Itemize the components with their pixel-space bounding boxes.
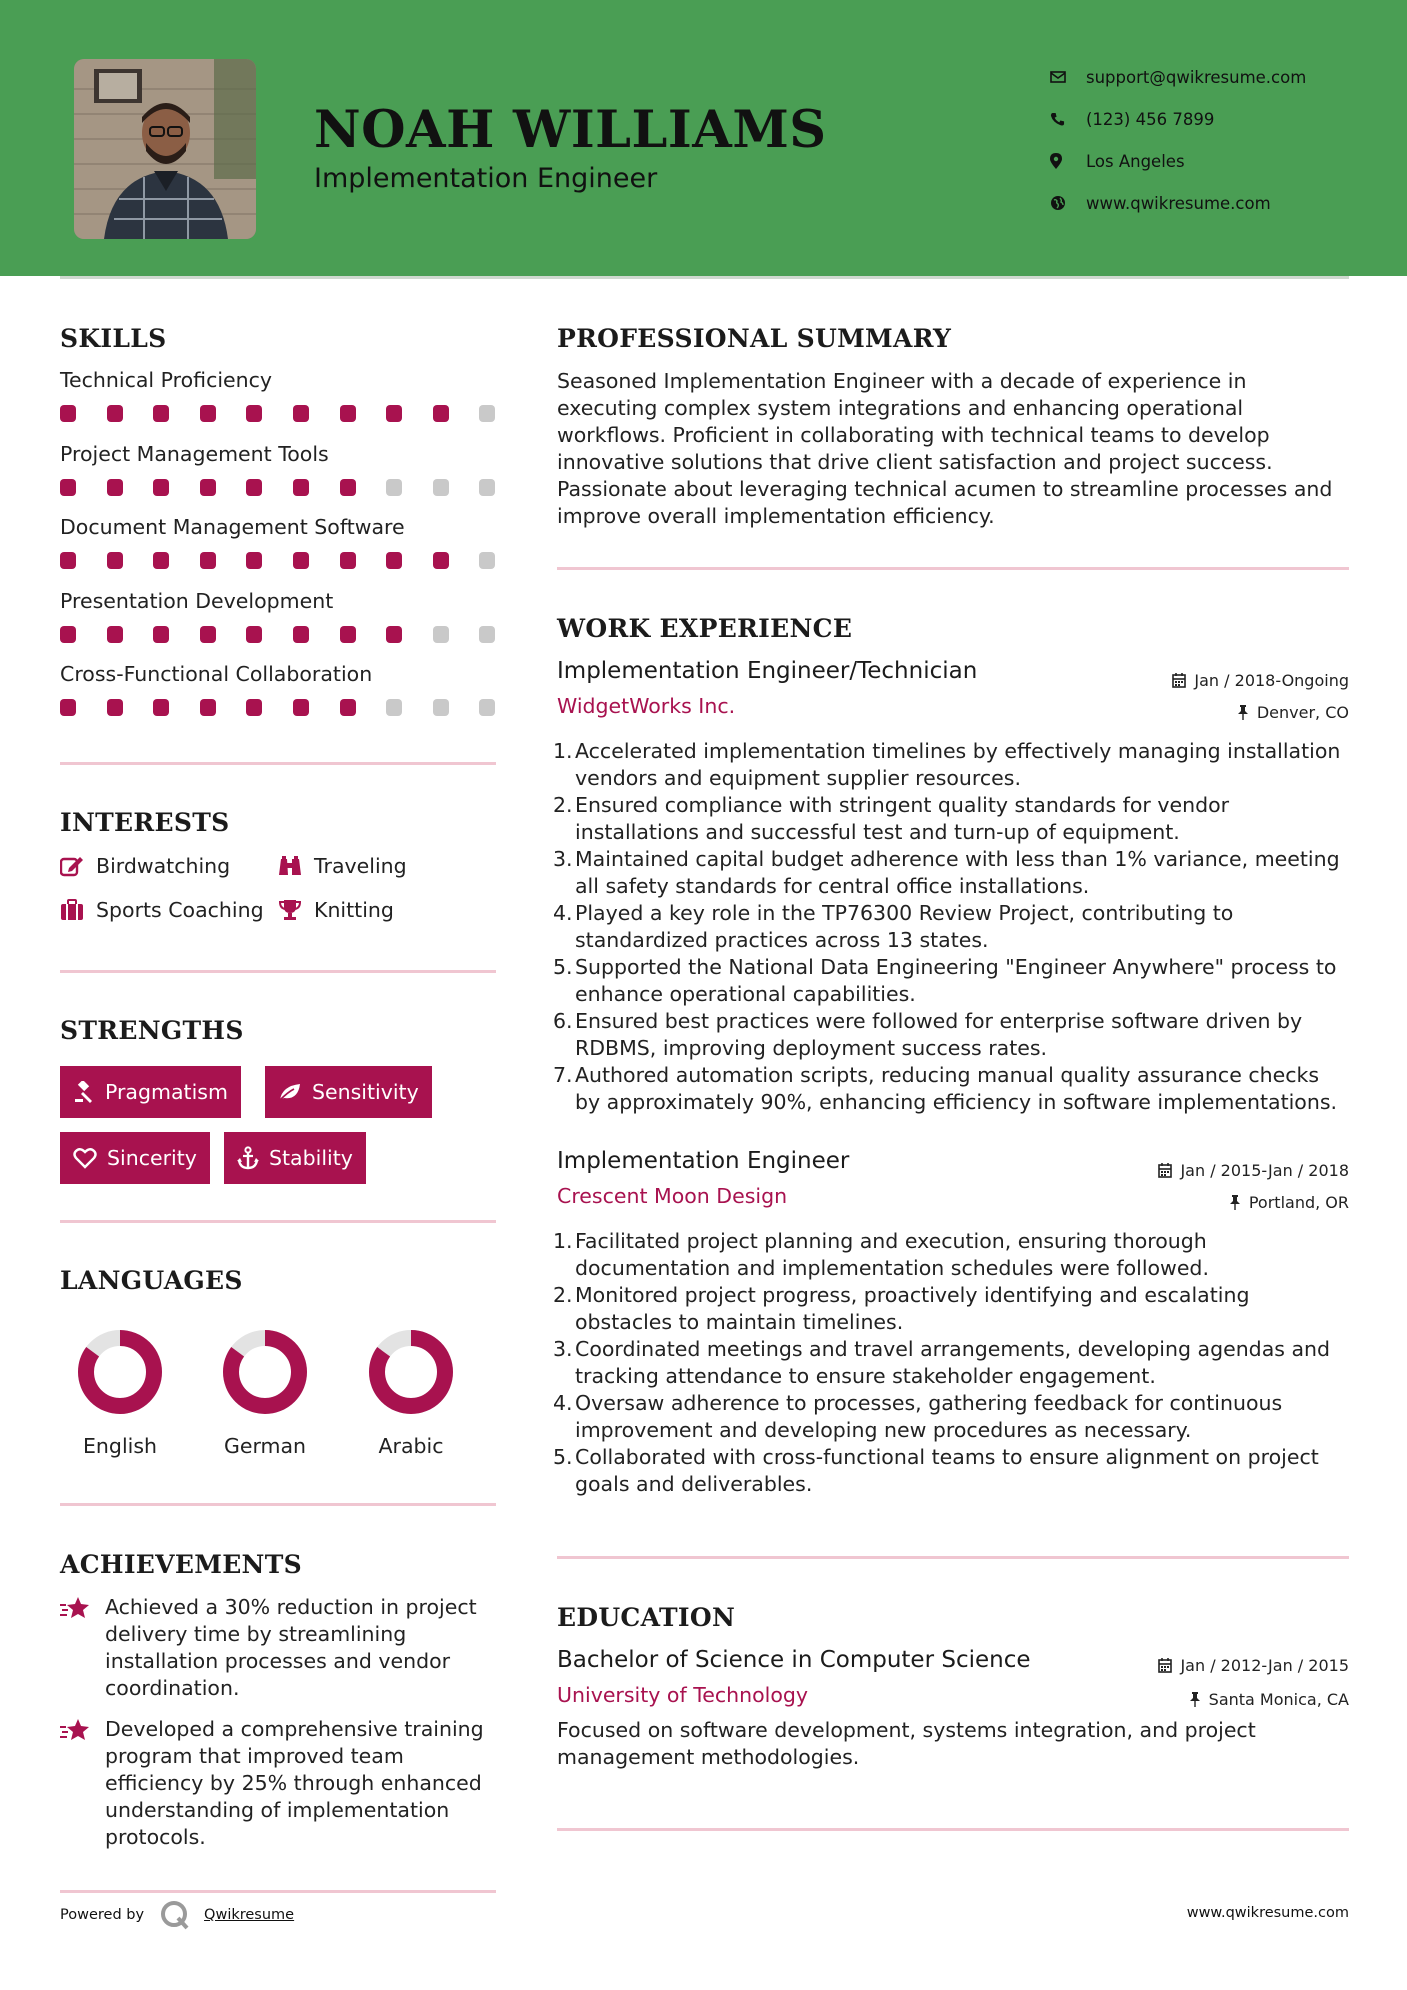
skill-rating <box>60 405 500 423</box>
rating-dot-filled <box>153 699 169 716</box>
rating-dot-filled <box>200 405 216 422</box>
divider <box>60 1503 496 1506</box>
job-bullet: 1. Accelerated implementation timelines by effectively managing installation vendors and equipment supplier resources. <box>553 739 1341 790</box>
summary-text: Seasoned Implementation Engineer with a decade of experience in executing complex system integrations and enhancing operational workflows. Proficient in collaborating with technical teams to develop innovative solutions that drive client satisfaction and project success. Passionate about leveraging technical acumen to streamline processes and improve overall implementation efficiency. <box>557 369 1333 528</box>
job-meta: Jan / 2018-Ongoing Denver, CO <box>1172 664 1349 728</box>
education-entry <box>557 1647 1349 1771</box>
rating-dot-empty <box>386 699 402 716</box>
pushpin-icon <box>1237 705 1249 720</box>
rating-dot-filled <box>153 405 169 422</box>
qwikresume-link[interactable]: Qwikresume <box>204 1907 295 1923</box>
rating-dot-empty <box>433 626 449 643</box>
skill-rating <box>60 626 500 644</box>
rating-dot-filled <box>340 699 356 716</box>
footer-website[interactable]: www.qwikresume.com <box>1186 1905 1349 1921</box>
rating-dot-filled <box>340 479 356 496</box>
rating-dot-empty <box>479 626 495 643</box>
rating-dot-empty <box>433 479 449 496</box>
binoculars-icon <box>278 855 302 877</box>
strength-tag: Pragmatism <box>60 1066 241 1118</box>
job-bullet: 3. Maintained capital budget adherence with less than 1% variance, meeting all safety standards for central office installations. <box>553 847 1340 898</box>
calendar-icon <box>1158 1658 1172 1673</box>
language-name: German <box>223 1434 307 1458</box>
strengths-title: STRENGTHS <box>60 1016 244 1045</box>
rating-dot-empty <box>479 479 495 496</box>
rating-dot-filled <box>386 626 402 643</box>
anchor-icon <box>237 1146 259 1170</box>
briefcase-icon <box>60 899 84 921</box>
rating-dot-empty <box>479 699 495 716</box>
contact-location: Los Angeles <box>1050 140 1306 182</box>
profile-photo <box>74 59 256 239</box>
contact-website[interactable]: www.qwikresume.com <box>1050 182 1306 224</box>
skills-title: SKILLS <box>60 324 167 353</box>
job-entry <box>553 658 1349 1116</box>
resume-header <box>0 0 1407 276</box>
rating-dot-filled <box>246 552 262 569</box>
trophy-icon <box>278 899 302 921</box>
rating-dot-filled <box>293 626 309 643</box>
language-item <box>351 1326 471 1458</box>
rating-dot-filled <box>340 626 356 643</box>
rating-dot-filled <box>433 405 449 422</box>
rating-dot-filled <box>153 479 169 496</box>
interests-title: INTERESTS <box>60 808 230 837</box>
rating-dot-filled <box>107 552 123 569</box>
contact-phone[interactable]: (123) 456 7899 <box>1050 98 1306 140</box>
strength-tag: Stability <box>224 1132 366 1184</box>
job-bullet: 5. Collaborated with cross-functional teams to ensure alignment on project goals and deliverables. <box>553 1445 1319 1496</box>
divider <box>60 762 496 765</box>
school: University of Technology <box>557 1683 809 1707</box>
divider <box>557 1828 1349 1831</box>
language-level-ring <box>74 1326 166 1418</box>
job-company: Crescent Moon Design <box>557 1184 788 1208</box>
rating-dot-filled <box>340 552 356 569</box>
job-bullet: 7. Authored automation scripts, reducing manual quality assurance checks by approximately 90%, enhancing efficiency in software implementations. <box>553 1063 1338 1114</box>
candidate-title: Implementation Engineer <box>314 163 658 194</box>
rating-dot-filled <box>200 699 216 716</box>
job-bullet: 4. Oversaw adherence to processes, gathering feedback for continuous improvement and developing new procedures as necessary. <box>553 1391 1283 1442</box>
rating-dot-empty <box>433 699 449 716</box>
rating-dot-empty <box>479 405 495 422</box>
envelope-icon <box>1050 70 1086 84</box>
rating-dot-filled <box>60 552 76 569</box>
experience-title: WORK EXPERIENCE <box>557 614 853 643</box>
heart-icon <box>73 1147 97 1169</box>
leaf-icon <box>278 1082 302 1102</box>
interest-item: Sports Coaching <box>60 898 264 922</box>
rating-dot-filled <box>246 479 262 496</box>
achievement-item: Achieved a 30% reduction in project delivery time by streamlining installation processes and vendor coordination. <box>60 1594 500 1702</box>
rating-dot-filled <box>200 479 216 496</box>
interest-item: Knitting <box>278 898 394 922</box>
candidate-name: NOAH WILLIAMS <box>314 100 827 160</box>
rating-dot-empty <box>386 479 402 496</box>
divider <box>557 1556 1349 1559</box>
rating-dot-filled <box>293 405 309 422</box>
language-level-ring <box>365 1326 457 1418</box>
rating-dot-filled <box>246 405 262 422</box>
rating-dot-filled <box>107 405 123 422</box>
job-company: WidgetWorks Inc. <box>557 694 736 718</box>
rating-dot-filled <box>60 479 76 496</box>
job-role: Implementation Engineer/Technician <box>557 658 978 684</box>
rating-dot-filled <box>60 699 76 716</box>
divider <box>60 970 496 973</box>
globe-icon <box>1050 195 1086 211</box>
skill-name: Presentation Development <box>60 588 334 613</box>
job-bullet: 3. Coordinated meetings and travel arrangements, developing agendas and tracking attendance to ensure stakeholder engagement. <box>553 1337 1331 1388</box>
achievements-title: ACHIEVEMENTS <box>60 1550 302 1579</box>
summary-title: PROFESSIONAL SUMMARY <box>557 324 952 353</box>
rating-dot-filled <box>340 405 356 422</box>
skill-rating <box>60 699 500 717</box>
job-bullets <box>553 738 1349 1116</box>
job-bullet: 2. Monitored project progress, proactively identifying and escalating obstacles to maintain timelines. <box>553 1283 1250 1334</box>
edit-icon <box>60 855 84 877</box>
skill-name: Technical Proficiency <box>60 368 273 392</box>
skill-rating <box>60 479 500 497</box>
footer-powered-by: Powered by Qwikresume <box>60 1898 294 1932</box>
rating-dot-filled <box>246 626 262 643</box>
rating-dot-filled <box>200 626 216 643</box>
language-level-ring <box>219 1326 311 1418</box>
rating-dot-filled <box>153 626 169 643</box>
skill-name: Cross-Functional Collaboration <box>60 662 373 686</box>
language-name: English <box>82 1434 158 1458</box>
rating-dot-filled <box>293 699 309 716</box>
job-meta: Jan / 2015-Jan / 2018 Portland, OR <box>1158 1154 1349 1218</box>
job-bullet: 2. Ensured compliance with stringent quality standards for vendor installations and successful test and turn-up of equipment. <box>553 793 1230 844</box>
rating-dot-filled <box>200 552 216 569</box>
divider <box>557 567 1349 570</box>
rating-dot-filled <box>107 479 123 496</box>
rating-dot-filled <box>293 552 309 569</box>
education-meta: Jan / 2012-Jan / 2015 Santa Monica, CA <box>1158 1647 1349 1715</box>
languages-title: LANGUAGES <box>60 1266 243 1295</box>
language-item <box>60 1326 180 1458</box>
job-bullets <box>553 1228 1349 1498</box>
rating-dot-filled <box>60 626 76 643</box>
star-icon <box>60 1596 92 1620</box>
rating-dot-filled <box>107 626 123 643</box>
pushpin-icon <box>1229 1195 1241 1210</box>
calendar-icon <box>1172 673 1186 688</box>
rating-dot-filled <box>246 699 262 716</box>
skill-name: Document Management Software <box>60 515 405 539</box>
skill-name: Project Management Tools <box>60 441 329 466</box>
rating-dot-empty <box>479 552 495 569</box>
education-description: Focused on software development, systems integration, and project management methodologies. <box>557 1718 1256 1769</box>
language-name: Arabic <box>378 1434 444 1458</box>
phone-icon <box>1050 112 1086 127</box>
job-bullet: 5. Supported the National Data Engineering "Engineer Anywhere" process to enhance operational capabilities. <box>553 955 1337 1006</box>
strength-tag: Sensitivity <box>265 1066 432 1118</box>
qwikresume-logo-icon <box>158 1898 192 1932</box>
rating-dot-filled <box>153 552 169 569</box>
achievement-item: Developed a comprehensive training program that improved team efficiency by 25% through enhanced understanding of implementation protocols. <box>60 1716 500 1851</box>
star-icon <box>60 1718 92 1742</box>
calendar-icon <box>1158 1163 1172 1178</box>
job-entry <box>553 1148 1349 1498</box>
map-pin-icon <box>1050 153 1086 169</box>
job-bullet: 6. Ensured best practices were followed for enterprise software driven by RDBMS, improving deployment success rates. <box>553 1009 1303 1060</box>
rating-dot-filled <box>386 405 402 422</box>
strength-tag: Sincerity <box>60 1132 210 1184</box>
skill-rating <box>60 552 500 570</box>
pushpin-icon <box>1189 1692 1201 1707</box>
interest-item: Traveling <box>278 854 407 878</box>
education-title: EDUCATION <box>557 1603 736 1632</box>
header-divider <box>60 276 1349 279</box>
job-role: Implementation Engineer <box>557 1148 850 1174</box>
contact-email[interactable]: support@qwikresume.com <box>1050 56 1306 98</box>
divider <box>60 1220 496 1223</box>
language-item <box>205 1326 325 1458</box>
rating-dot-filled <box>107 699 123 716</box>
rating-dot-filled <box>386 552 402 569</box>
rating-dot-filled <box>433 552 449 569</box>
rating-dot-filled <box>293 479 309 496</box>
job-bullet: 1. Facilitated project planning and execution, ensuring thorough documentation and implementation schedules were followed. <box>553 1229 1209 1280</box>
gavel-icon <box>73 1081 95 1103</box>
degree: Bachelor of Science in Computer Science <box>557 1647 1031 1673</box>
divider <box>60 1890 496 1893</box>
rating-dot-filled <box>60 405 76 422</box>
job-bullet: 4. Played a key role in the TP76300 Review Project, contributing to standardized practices across 13 states. <box>553 901 1234 952</box>
interest-item: Birdwatching <box>60 854 230 878</box>
contact-list <box>1050 56 1306 224</box>
